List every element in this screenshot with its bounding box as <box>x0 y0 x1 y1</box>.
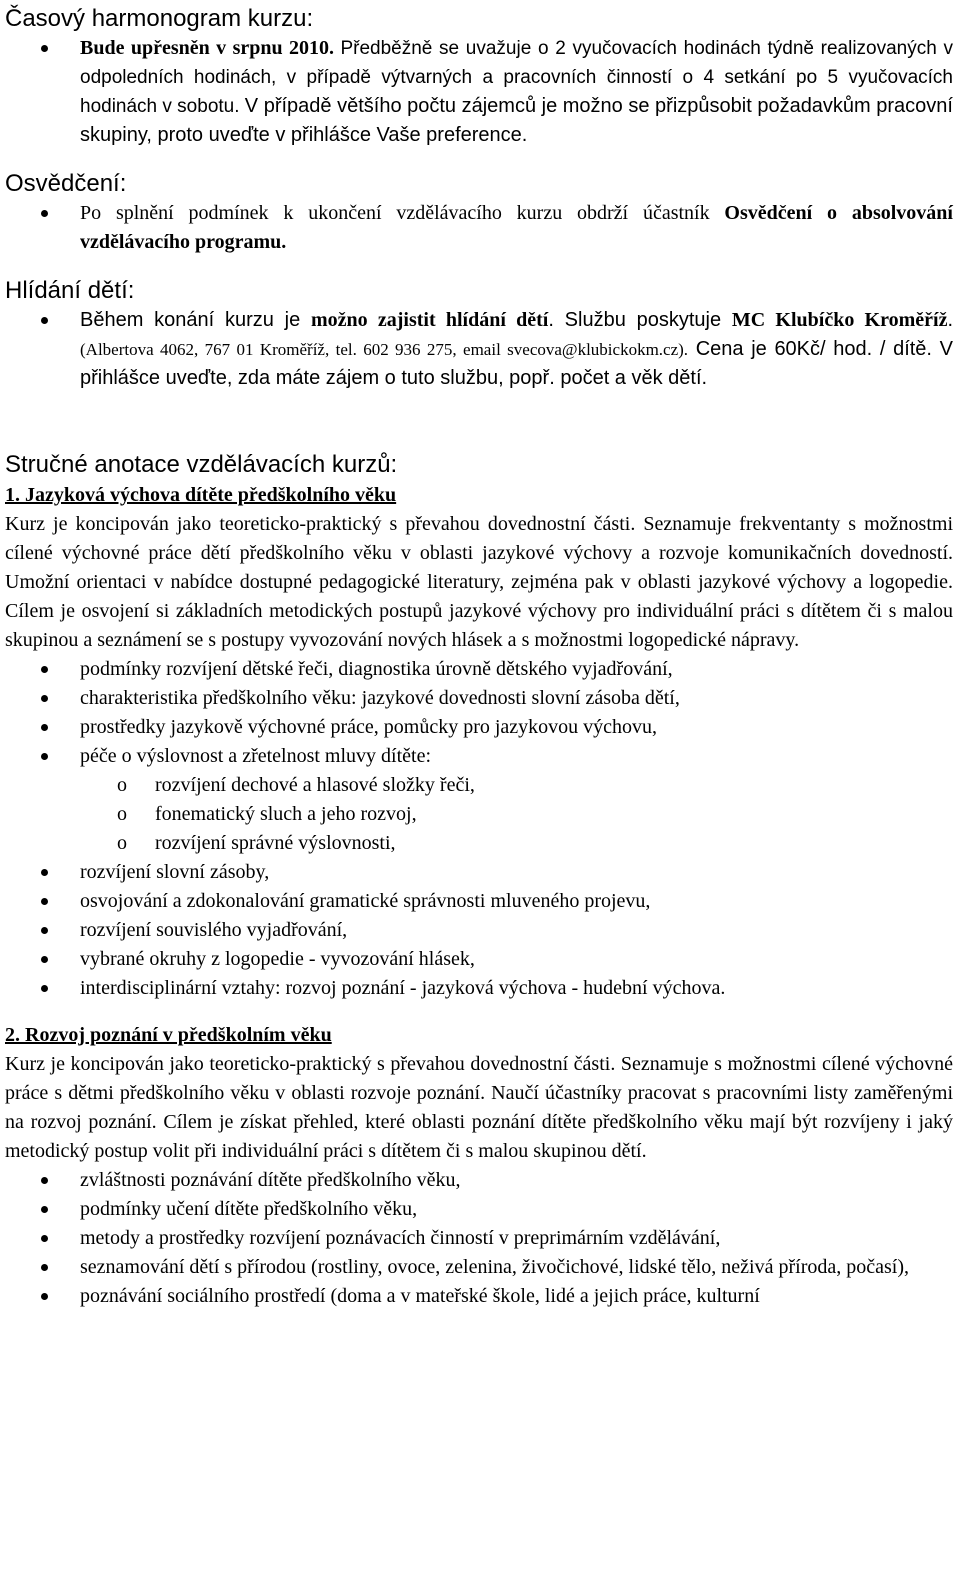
list-item: osvojování a zdokonalování gramatické správnosti mluveného projevu, <box>5 887 953 916</box>
sublist-item <box>5 800 953 829</box>
heading-certificate: Osvědčení: <box>5 170 127 197</box>
sublist-marker: o <box>117 832 127 854</box>
sublist-marker: o <box>117 803 127 825</box>
certificate-list <box>5 199 953 257</box>
schedule-text-2: V případě většího počtu zájemců je možno se přizpůsobit požadavkům pracovní skupiny, proto uveďte v přihlášce Vaše preference. <box>80 95 953 146</box>
childcare-text-1: Během konání kurzu je <box>80 309 311 331</box>
childcare-text-3: . <box>947 309 954 331</box>
list-item: péče o výslovnost a zřetelnost mluvy dítěte: <box>5 742 953 771</box>
list-item: rozvíjení slovní zásoby, <box>5 858 953 887</box>
list-item <box>5 199 953 257</box>
list-item: vybrané okruhy z logopedie - vyvozování hlásek, <box>5 945 953 974</box>
heading-annotations: Stručné anotace vzdělávacích kurzů: <box>5 451 398 478</box>
certificate-text: Po splnění podmínek k ukončení vzdělávacího kurzu obdrží účastník <box>80 202 725 224</box>
course-1-description: Kurz je koncipován jako teoreticko-praktický s převahou dovednostní části. Seznamuje frekventanty s možnostmi cílené výchovné práce dětí předškolního věku v oblasti jazykové výchovy a rozvoje komunikačních dovedností. Umožní orientaci v nabídce dostupné pedagogické literatury, zejména pak v oblasti jazykové výchovy a logopedie. Cílem je osvojení si základních metodických postupů jazykové výchovy pro individuální práci s dítětem či s malou skupinou a seznámení se s postupy vyvozování nových hlásek a s možnostmi logopedické nápravy. <box>5 513 953 651</box>
list-item: rozvíjení souvislého vyjadřování, <box>5 916 953 945</box>
course-1-title: 1. Jazyková výchova dítěte předškolního věku <box>5 484 397 506</box>
sublist-marker: o <box>117 774 127 796</box>
list-item: poznávání sociálního prostředí (doma a v mateřské škole, lidé a jejich práce, kulturní <box>5 1282 953 1311</box>
course-2-title: 2. Rozvoj poznání v předškolním věku <box>5 1024 332 1046</box>
childcare-bold-2: MC Klubíčko Kroměříž <box>731 309 948 331</box>
list-item <box>5 34 953 150</box>
childcare-text-4: Cena je 60Kč/ hod. / dítě. V přihlášce uveďte, zda máte zájem o tuto službu, popř. počet a věk dětí. <box>80 338 954 389</box>
sublist-item-text: rozvíjení správné výslovnosti, <box>155 832 396 854</box>
schedule-list <box>5 34 953 150</box>
sublist-item <box>5 771 953 800</box>
schedule-text-1: Předběžně se uvažuje o 2 vyučovacích hodinách týdně realizovaných v odpoledních hodinách, v případě výtvarných a pracovních činností o 4 setkání po 5 vyučovacích hodinách v sobotu. <box>80 38 954 117</box>
heading-childcare: Hlídání dětí: <box>5 277 135 304</box>
childcare-list <box>5 306 953 393</box>
childcare-contact: (Albertova 4062, 767 01 Kroměříž, tel. 602 936 275, email svecova@klubickokm.cz). <box>80 340 689 359</box>
list-item: podmínky učení dítěte předškolního věku, <box>5 1195 953 1224</box>
list-item <box>5 306 953 393</box>
sublist-item-text: fonematický sluch a jeho rozvoj, <box>155 803 417 825</box>
course-1-topics <box>5 655 953 1003</box>
list-item: prostředky jazykově výchovné práce, pomůcky pro jazykovou výchovu, <box>5 713 953 742</box>
sublist-item <box>5 829 953 858</box>
list-item: charakteristika předškolního věku: jazykové dovednosti slovní zásoba dětí, <box>5 684 953 713</box>
childcare-text-2: . Službu poskytuje <box>548 309 732 331</box>
list-item: interdisciplinární vztahy: rozvoj poznání - jazyková výchova - hudební výchova. <box>5 974 953 1003</box>
course-2-topics <box>5 1166 953 1311</box>
list-item: podmínky rozvíjení dětské řeči, diagnostika úrovně dětského vyjadřování, <box>5 655 953 684</box>
list-item: zvláštnosti poznávání dítěte předškolního věku, <box>5 1166 953 1195</box>
schedule-bold: Bude upřesněn v srpnu 2010. <box>80 37 341 59</box>
course-2-description: Kurz je koncipován jako teoreticko-praktický s převahou dovednostní části. Seznamuje s možnostmi cílené výchovné práce s dětmi předškolního věku v oblasti rozvoje poznání. Naučí účastníky pracovat s pracovními listy zaměřenými na rozvoj poznání. Cílem je získat přehled, které oblasti poznání dítěte předškolního věku mají být rozvíjeny i jaký metodický postup volit při individuální práci s dítětem či s malou skupinou dětí. <box>5 1053 953 1162</box>
certificate-bold: Osvědčení o absolvování vzdělávacího programu. <box>80 202 953 253</box>
list-item: seznamování dětí s přírodou (rostliny, ovoce, zelenina, živočichové, lidské tělo, neživá příroda, počasí), <box>5 1253 953 1282</box>
childcare-bold-1: možno zajistit hlídání dětí <box>311 309 549 331</box>
heading-schedule: Časový harmonogram kurzu: <box>5 5 314 32</box>
list-item: metody a prostředky rozvíjení poznávacích činností v preprimárním vzdělávání, <box>5 1224 953 1253</box>
document-page <box>5 0 953 1311</box>
sublist-item-text: rozvíjení dechové a hlasové složky řeči, <box>155 774 475 796</box>
